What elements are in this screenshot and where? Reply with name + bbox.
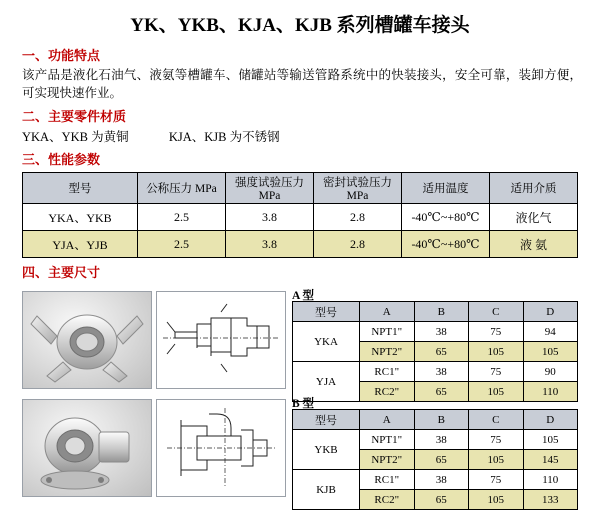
coupling-drawing-a bbox=[156, 291, 286, 389]
section-heading-dimensions: 四、主要尺寸 bbox=[22, 265, 101, 281]
cell-a: RC1" bbox=[360, 470, 415, 490]
col-header-temperature: 适用温度 bbox=[402, 173, 490, 204]
type-b-table bbox=[292, 409, 578, 510]
col-header-strength-pressure: 强度试验压力 MPa bbox=[226, 173, 314, 204]
col-header-d: D bbox=[523, 410, 578, 430]
cell-nominal-pressure: 2.5 bbox=[138, 204, 226, 231]
cell-a: RC2" bbox=[360, 490, 415, 510]
col-header-model: 型号 bbox=[293, 302, 360, 322]
cell-c: 75 bbox=[469, 470, 524, 490]
table-row bbox=[293, 322, 578, 342]
cell-d: 133 bbox=[523, 490, 578, 510]
col-header-seal-pressure: 密封试验压力 MPa bbox=[314, 173, 402, 204]
col-header-d: D bbox=[523, 302, 578, 322]
cell-d: 105 bbox=[523, 342, 578, 362]
material-right: KJA、KJB 为不锈钢 bbox=[168, 130, 280, 145]
cell-strength-pressure: 3.8 bbox=[226, 204, 314, 231]
section-heading-performance: 三、性能参数 bbox=[22, 152, 101, 168]
cell-d: 94 bbox=[523, 322, 578, 342]
cell-c: 105 bbox=[469, 382, 524, 402]
col-header-c: C bbox=[469, 410, 524, 430]
cell-model: YJA、YJB bbox=[23, 231, 138, 258]
table-row bbox=[23, 231, 578, 258]
cell-c: 105 bbox=[469, 450, 524, 470]
section-heading-material: 二、主要零件材质 bbox=[22, 109, 127, 125]
cell-temperature: -40℃~+80℃ bbox=[402, 204, 490, 231]
cell-a: NPT1" bbox=[360, 430, 415, 450]
table-header-row bbox=[293, 302, 578, 322]
cell-b: 65 bbox=[414, 382, 469, 402]
cell-medium: 液化气 bbox=[490, 204, 578, 231]
cell-temperature: -40℃~+80℃ bbox=[402, 231, 490, 258]
cell-strength-pressure: 3.8 bbox=[226, 231, 314, 258]
cell-d: 105 bbox=[523, 430, 578, 450]
cell-b: 65 bbox=[414, 450, 469, 470]
material-left: YKA、YKB 为黄铜 bbox=[22, 130, 129, 145]
type-a-label: A 型 bbox=[292, 290, 315, 303]
performance-table bbox=[22, 172, 578, 258]
cell-b: 38 bbox=[414, 362, 469, 382]
col-header-model: 型号 bbox=[23, 173, 138, 204]
material-line bbox=[22, 127, 600, 145]
table-row bbox=[293, 362, 578, 382]
section-heading-features: 一、功能特点 bbox=[22, 48, 101, 63]
col-header-a: A bbox=[360, 410, 415, 430]
col-header-nominal-pressure: 公称压力 MPa bbox=[138, 173, 226, 204]
cell-d: 110 bbox=[523, 382, 578, 402]
cell-a: RC2" bbox=[360, 382, 415, 402]
table-header-row bbox=[293, 410, 578, 430]
cell-c: 105 bbox=[469, 342, 524, 362]
cell-d: 110 bbox=[523, 470, 578, 490]
cell-nominal-pressure: 2.5 bbox=[138, 231, 226, 258]
cell-b: 65 bbox=[414, 490, 469, 510]
cell-b: 38 bbox=[414, 470, 469, 490]
cell-c: 75 bbox=[469, 362, 524, 382]
table-row bbox=[293, 470, 578, 490]
cell-c: 75 bbox=[469, 322, 524, 342]
table-row bbox=[293, 430, 578, 450]
cell-model: KJB bbox=[293, 470, 360, 510]
cell-a: NPT2" bbox=[360, 342, 415, 362]
type-a-table bbox=[292, 301, 578, 402]
col-header-medium: 适用介质 bbox=[490, 173, 578, 204]
type-b-label: B 型 bbox=[292, 398, 315, 411]
cell-model: YKB bbox=[293, 430, 360, 470]
cell-model: YKA、YKB bbox=[23, 204, 138, 231]
cell-c: 75 bbox=[469, 430, 524, 450]
page-title: YK、YKB、KJA、KJB 系列槽罐车接头 bbox=[130, 15, 470, 36]
cell-seal-pressure: 2.8 bbox=[314, 231, 402, 258]
cell-model: YJA bbox=[293, 362, 360, 402]
cell-b: 38 bbox=[414, 322, 469, 342]
col-header-c: C bbox=[469, 302, 524, 322]
cell-a: NPT1" bbox=[360, 322, 415, 342]
cell-seal-pressure: 2.8 bbox=[314, 204, 402, 231]
cell-b: 38 bbox=[414, 430, 469, 450]
cell-c: 105 bbox=[469, 490, 524, 510]
coupling-drawing-b bbox=[156, 399, 286, 497]
col-header-model: 型号 bbox=[293, 410, 360, 430]
cell-medium: 液 氨 bbox=[490, 231, 578, 258]
features-body: 该产品是液化石油气、液氨等槽罐车、储罐站等输送管路系统中的快装接头，安全可靠，装卸方便，可实现快速作业。 bbox=[22, 68, 582, 101]
table-header-row bbox=[23, 173, 578, 204]
coupling-photo-b bbox=[22, 399, 152, 497]
col-header-a: A bbox=[360, 302, 415, 322]
cell-b: 65 bbox=[414, 342, 469, 362]
col-header-b: B bbox=[414, 302, 469, 322]
dimensions-area bbox=[0, 287, 600, 525]
cell-a: RC1" bbox=[360, 362, 415, 382]
cell-model: YKA bbox=[293, 322, 360, 362]
cell-d: 90 bbox=[523, 362, 578, 382]
cell-a: NPT2" bbox=[360, 450, 415, 470]
coupling-photo-a bbox=[22, 291, 152, 389]
cell-d: 145 bbox=[523, 450, 578, 470]
col-header-b: B bbox=[414, 410, 469, 430]
table-row bbox=[23, 204, 578, 231]
